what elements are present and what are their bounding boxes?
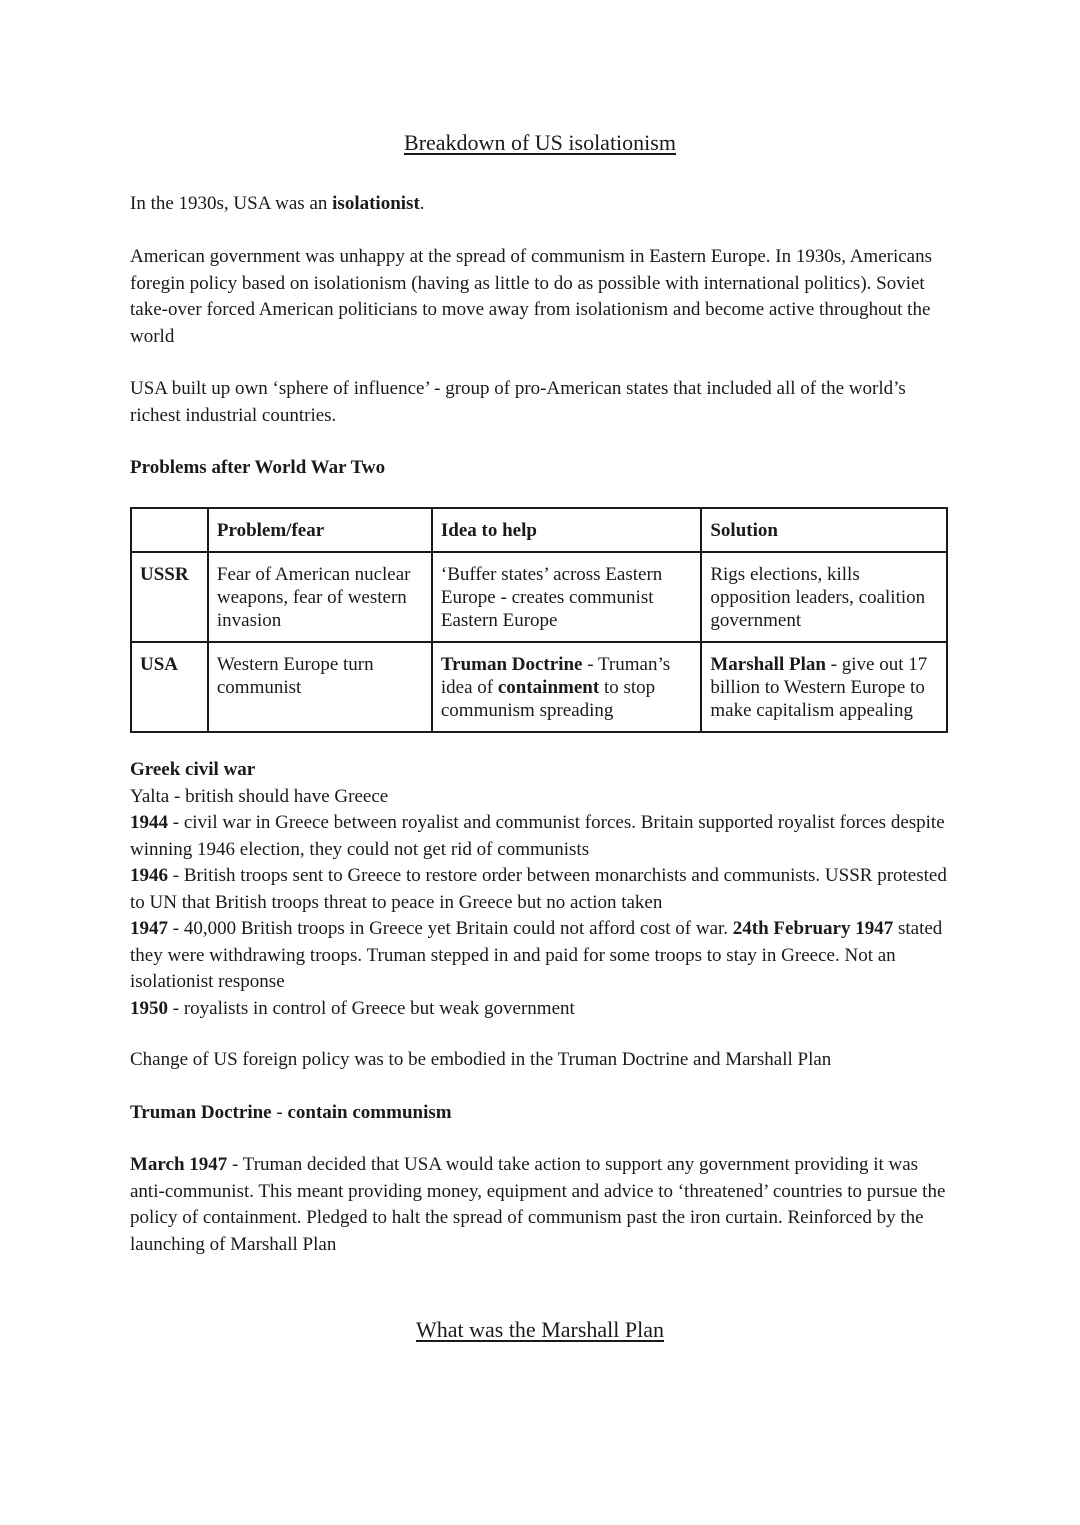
- header-cell-solution: Solution: [701, 508, 947, 552]
- entry-1950: 1950 - royalists in control of Greece but weak government: [130, 997, 575, 1019]
- entry-1947: 1947 - 40,000 British troops in Greece yet Britain could not afford cost of war. 24th February 1947 stated they were withdrawing troops. Truman stepped in and paid for some troops to stay in Greece. Not an isolationist response: [130, 918, 943, 992]
- greek-civil-war-section: [130, 757, 950, 1022]
- paragraph-march-1947: March 1947 - Truman decided that USA would take action to support any government providing it was anti-communist. This meant providing money, equipment and advice to ‘threatened’ countries to pursue the policy of containment. Pledged to halt the spread of communism past the iron curtain. Reinforced by the launching of Marshall Plan: [130, 1154, 946, 1255]
- row-label-usa: USA: [131, 642, 208, 732]
- entry-1946: 1946 - British troops sent to Greece to restore order between monarchists and communists. USSR protested to UN that British troops threat to peace in Greece but no action taken: [130, 865, 947, 913]
- paragraph-policy-change: Change of US foreign policy was to be embodied in the Truman Doctrine and Marshall Plan: [130, 1049, 832, 1070]
- heading-problems: Problems after World War Two: [130, 457, 386, 478]
- row-label-ussr: USSR: [131, 552, 208, 642]
- cell-ussr-idea: ‘Buffer states’ across Eastern Europe - creates communist Eastern Europe: [432, 552, 701, 642]
- cell-ussr-solution: Rigs elections, kills opposition leaders, coalition government: [701, 552, 947, 642]
- header-cell-idea: Idea to help: [432, 508, 701, 552]
- cell-usa-solution: Marshall Plan - give out 17 billion to Western Europe to make capitalism appealing: [701, 642, 947, 732]
- table-row-ussr: [131, 552, 947, 642]
- problems-table: [130, 507, 948, 733]
- heading-greek-civil-war: Greek civil war: [130, 759, 256, 780]
- entry-1944: 1944 - civil war in Greece between royalist and communist forces. Britain supported royalist forces despite winning 1946 election, they could not get rid of communists: [130, 812, 945, 860]
- table-header-row: [131, 508, 947, 552]
- line-yalta: Yalta - british should have Greece: [130, 785, 389, 807]
- table-row-usa: [131, 642, 947, 732]
- title-breakdown: Breakdown of US isolationism: [404, 130, 676, 155]
- cell-ussr-problem: Fear of American nuclear weapons, fear of western invasion: [208, 552, 432, 642]
- heading-truman-doctrine: Truman Doctrine - contain communism: [130, 1102, 452, 1123]
- paragraph-sphere-of-influence: USA built up own ‘sphere of influence’ - group of pro-American states that included all of the world’s richest industrial countries.: [130, 378, 906, 426]
- header-cell-problem: Problem/fear: [208, 508, 432, 552]
- paragraph-american-government: American government was unhappy at the spread of communism in Eastern Europe. In 1930s, Americans foregin policy based on isolationism (having as little to do as possible with international politics). Soviet take-over forced American politicians to move away from isolationism and become active throughout the world: [130, 246, 933, 347]
- intro-paragraph: In the 1930s, USA was an isolationist.: [130, 193, 425, 214]
- header-cell-empty: [131, 508, 208, 552]
- title-marshall-plan: What was the Marshall Plan: [415, 1317, 665, 1342]
- cell-usa-idea: Truman Doctrine - Truman’s idea of containment to stop communism spreading: [432, 642, 701, 732]
- cell-usa-problem: Western Europe turn communist: [208, 642, 432, 732]
